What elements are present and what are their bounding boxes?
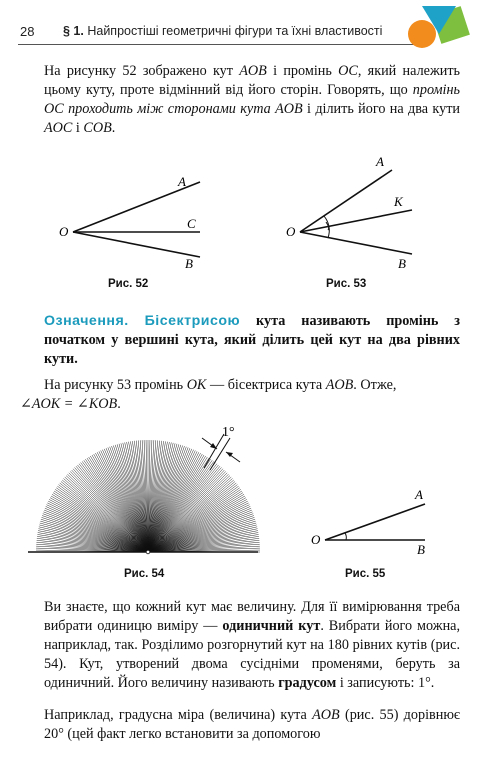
- definition-block: [20, 312, 460, 369]
- figure-55: [305, 480, 455, 560]
- label-a: A: [415, 487, 423, 502]
- p4-text-1: Наприклад, градусна міра (величина) кута: [44, 707, 313, 723]
- label-o: O: [311, 532, 321, 547]
- caption-fig-55: Рис. 55: [345, 568, 386, 580]
- p1-text-4: і ділить його на два кути: [302, 101, 460, 117]
- p4-text-2: (рис. 55) дорівнює 20° (цей факт легко встановити за допомогою: [44, 707, 461, 742]
- p3-bold-degree: градусом: [278, 675, 337, 691]
- p3-text-3: і записують: 1°.: [336, 675, 435, 691]
- section-title-text: Найпростіші геометричні фігури та їхні властивості: [87, 24, 383, 38]
- pointer-line-2: [210, 438, 230, 470]
- p3-text-1: Ви знаєте, що кожний кут має величину. Для її вимірювання треба вибрати одиницю виміру —: [44, 599, 460, 634]
- page-header: [0, 0, 480, 62]
- header-rule: [18, 44, 418, 45]
- p1-italic-phrase: промінь OC проходить між сторонами кута AOB: [44, 82, 460, 117]
- p4-angle-aob: AOB: [312, 707, 340, 723]
- ray-ob: [73, 232, 200, 257]
- p2-ray-ok: OK: [186, 377, 207, 393]
- p2-text-3: . Отже,: [353, 377, 397, 393]
- label-c: C: [187, 216, 196, 231]
- vertex-point: [146, 550, 150, 554]
- label-a: A: [178, 174, 186, 189]
- p2-formula: ∠AOK = ∠KOB: [20, 396, 118, 412]
- definition-term: Бісектрисою: [144, 313, 241, 329]
- arrowhead-left: [210, 443, 217, 449]
- definition-label: Означення.: [44, 313, 129, 329]
- paragraph-4: [20, 706, 460, 744]
- p2-text-1: На рисунку 53 промінь: [44, 377, 187, 393]
- label-b: B: [398, 256, 406, 271]
- p2-text-2: — бісектриса кута: [206, 377, 326, 393]
- one-degree-label: 1°: [222, 425, 235, 440]
- p3-bold-term: одиничний кут: [222, 618, 321, 634]
- p2-angle-aob: AOB: [325, 377, 354, 393]
- degree-rays: [36, 440, 260, 552]
- label-a: A: [376, 154, 384, 169]
- label-b: B: [417, 542, 425, 557]
- figure-52: [55, 160, 225, 280]
- label-o: O: [286, 224, 296, 239]
- label-b: B: [185, 256, 193, 271]
- page-number: 28: [20, 24, 35, 39]
- paragraph-3: [20, 598, 460, 693]
- p2-text-4: .: [117, 396, 121, 412]
- caption-fig-54: Рис. 54: [124, 568, 165, 580]
- definition-body: кута називають промінь з початком у вершині кута, який ділить цей кут на два рівних кути.: [44, 313, 461, 367]
- label-k: K: [394, 194, 403, 209]
- paragraph-1: [20, 62, 460, 138]
- geometry-shapes-logo: [400, 4, 476, 52]
- p1-angle-aoc: AOC: [44, 120, 73, 136]
- p1-text-2: і промінь: [266, 63, 339, 79]
- caption-fig-52: Рис. 52: [108, 278, 149, 290]
- angle-arc: [345, 533, 346, 540]
- ray-ob: [300, 232, 412, 254]
- p1-text-5: і: [72, 120, 84, 136]
- p1-text-1: На рисунку 52 зображено кут: [44, 63, 240, 79]
- ray-oa: [73, 182, 200, 232]
- figure-54: [18, 420, 268, 565]
- caption-fig-53: Рис. 53: [326, 278, 367, 290]
- p3-text-2: . Вибрати його можна, наприклад, так. Розділимо розгорнутий кут на 180 рівних кутів (рис. 54). Кут, утворений двома сусідніми променями, беруть за одиничний. Його величину називають: [44, 618, 460, 691]
- paragraph-2: [20, 376, 460, 414]
- section-number: § 1.: [63, 24, 84, 38]
- label-o: O: [59, 224, 69, 239]
- ray-oa: [325, 504, 425, 540]
- p1-angle-aob: AOB: [239, 63, 267, 79]
- p1-ray-oc: OC: [338, 63, 358, 79]
- p1-angle-cob: COB: [83, 120, 112, 136]
- p1-text-6: .: [111, 120, 116, 136]
- section-title: [63, 24, 382, 38]
- figure-53: [280, 150, 440, 275]
- p1-text-3: , який належить цьому куту, проте відмінний від його сторін. Говорять, що: [44, 63, 461, 98]
